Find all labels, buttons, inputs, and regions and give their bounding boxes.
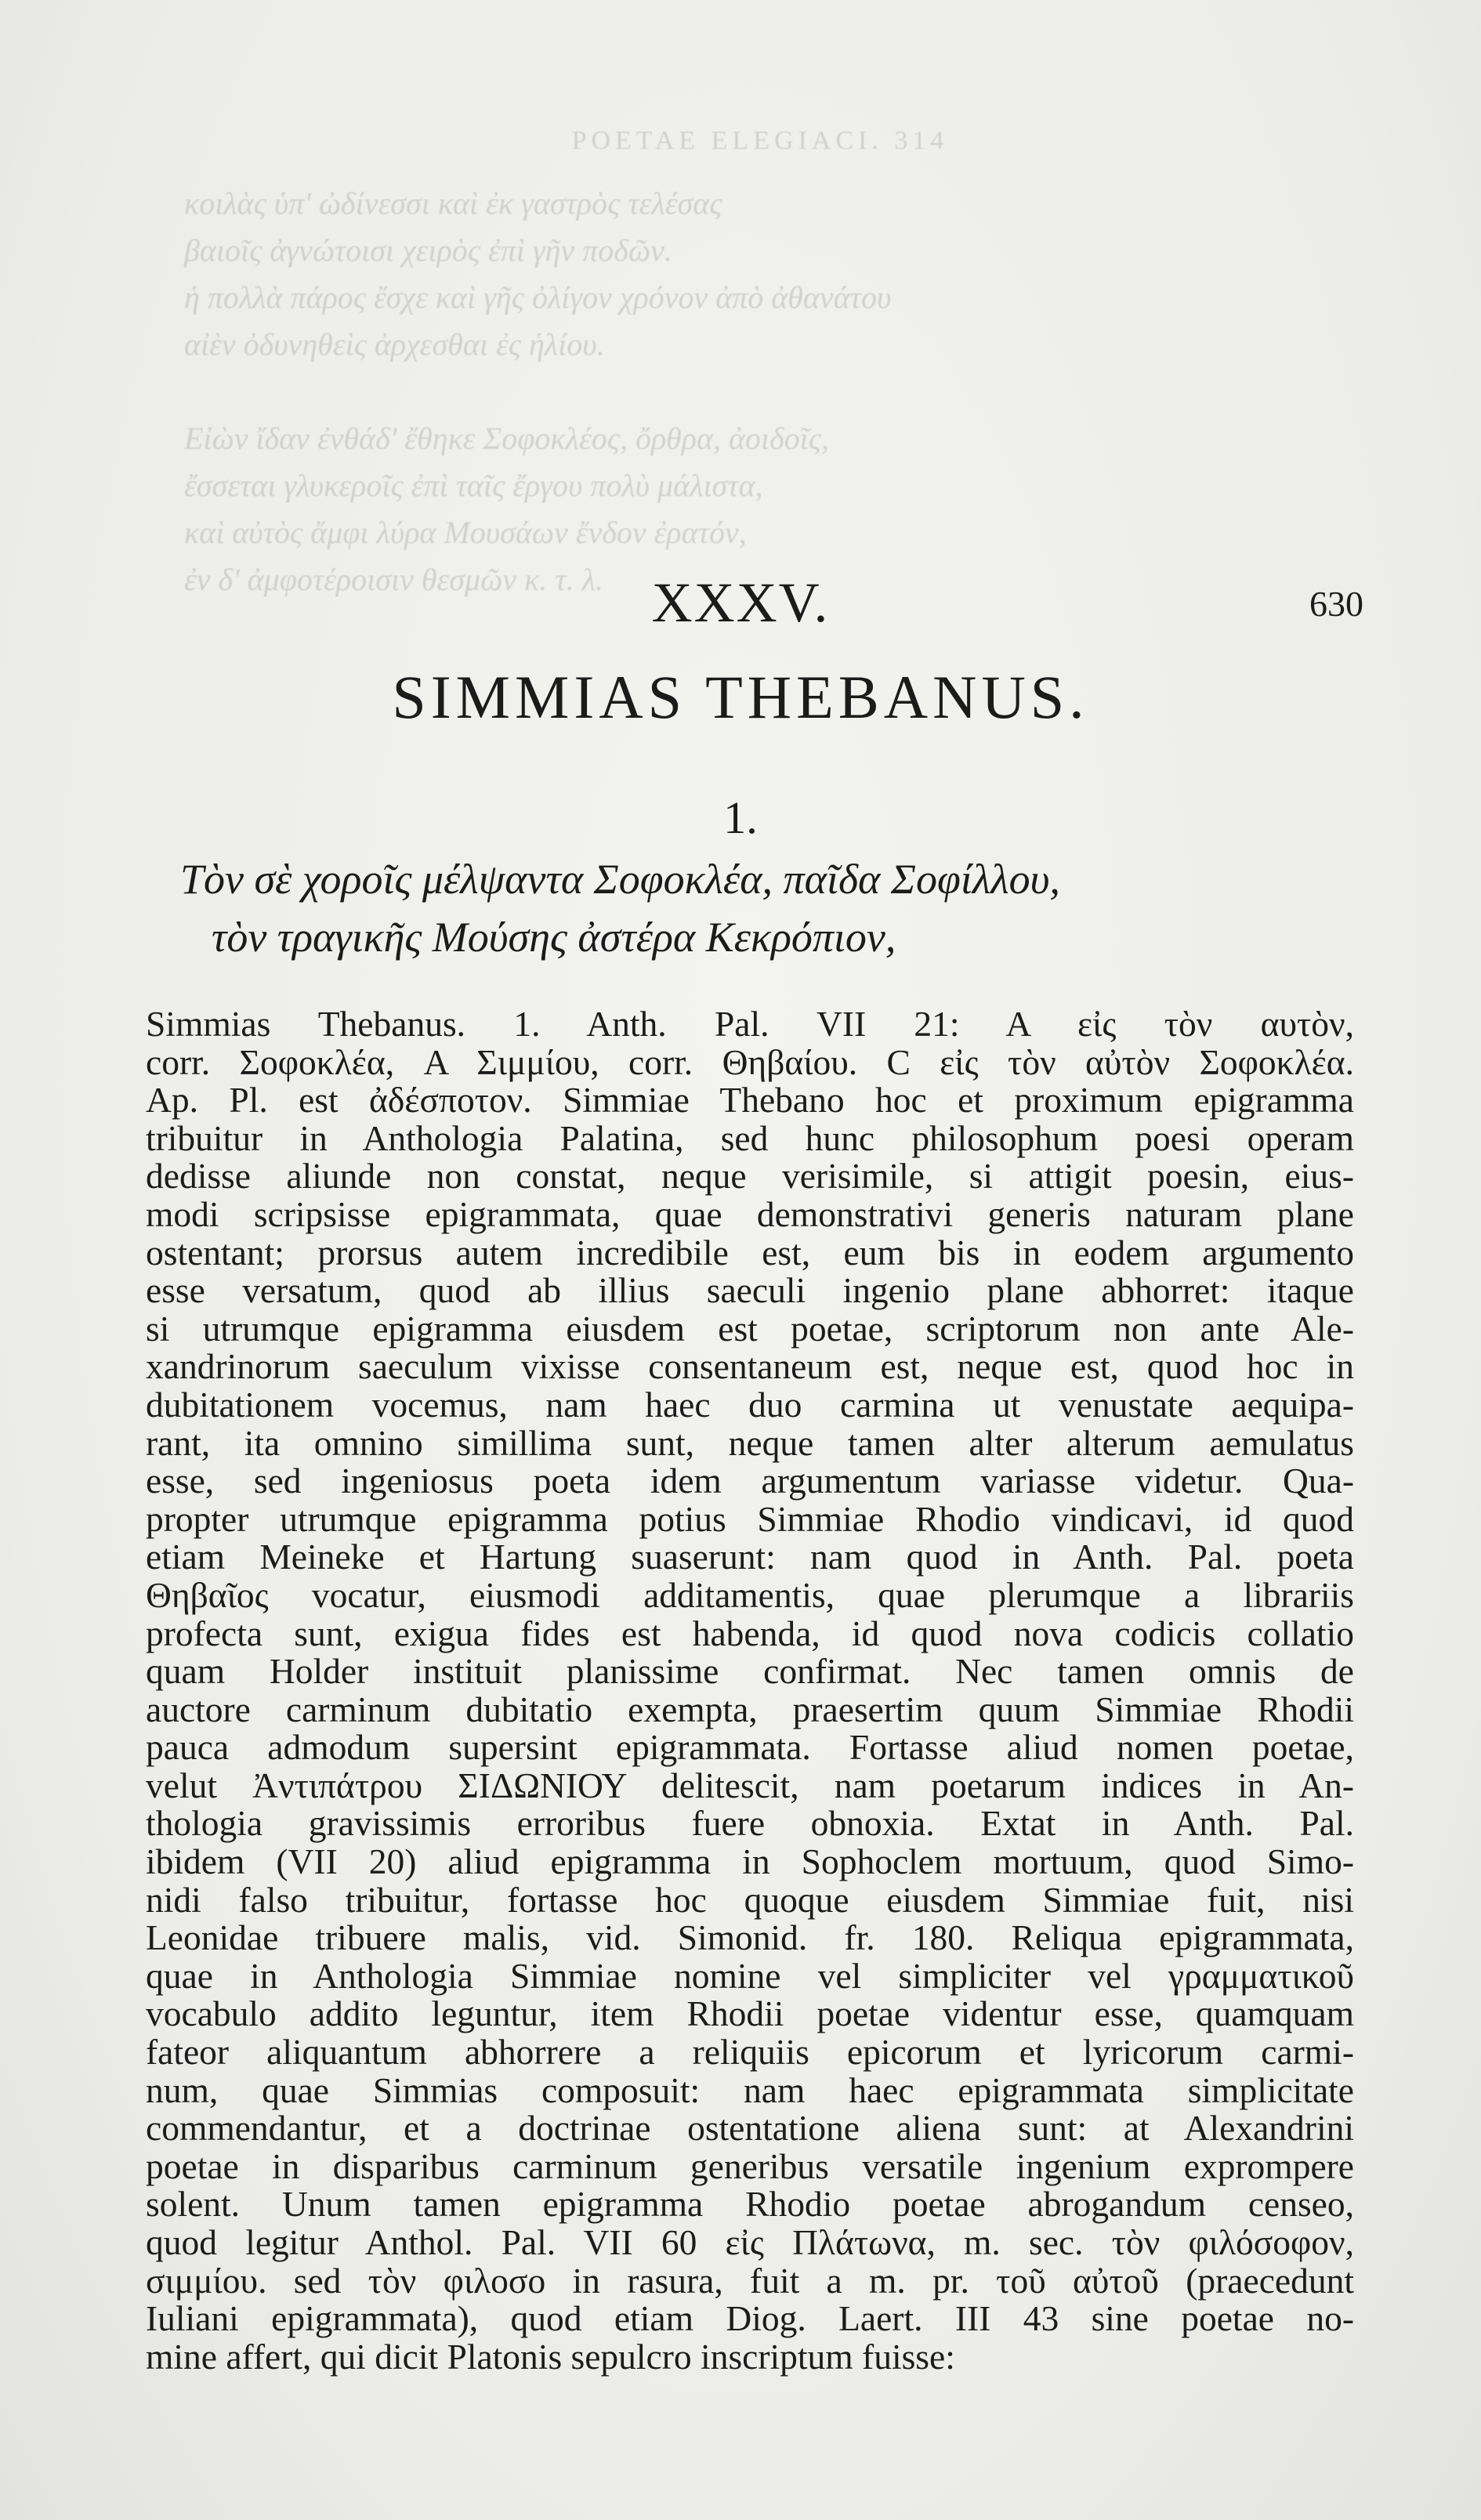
commentary-line: Ap. Pl. est ἀδέσποτον. Simmiae Thebano hoc et proximum epigramma [146,1080,1354,1121]
commentary-line: quae in Anthologia Simmiae nomine vel simpliciter vel γραμματικοῦ [146,1955,1354,1996]
commentary-line: poetae in disparibus carminum generibus versatile ingenium exprompere [146,2145,1354,2186]
bleed-line: κοιλὰς ὑπ' ὠδίνεσσι καὶ ἐκ γαστρὸς τελέσας [184,186,722,221]
commentary-line: quam Holder instituit planissime confirmat. Nec tamen omnis de [146,1651,1354,1692]
commentary-line: xandrinorum saeculum vixisse consentaneum est, neque est, quod hoc in [146,1346,1354,1387]
commentary-block [146,1005,1354,2376]
commentary-line: dubitationem vocemus, nam haec duo carmina ut venustate aequipa- [146,1384,1354,1425]
commentary-line: ostentant; prorsus autem incredibile est, eum bis in eodem argumento [146,1232,1354,1273]
commentary-line: nidi falso tribuitur, fortasse hoc quoque eiusdem Simmiae fuit, nisi [146,1879,1354,1920]
commentary-line: auctore carminum dubitatio exempta, praesertim quum Simmiae Rhodii [146,1689,1354,1729]
commentary-line: fateor aliquantum abhorrere a reliquiis epicorum et lyricorum carmi- [146,2032,1354,2073]
bleed-line: ἔσσεται γλυκεροῖς ἐπὶ ταῖς ἔργου πολὺ μάλιστα, [184,468,763,503]
author-heading: SIMMIAS THEBANUS. [392,663,1089,731]
bleed-running-header: POETAE ELEGIACI. 314 [571,126,949,155]
bleed-line: ἐν δ' ἀμφοτέροισιν θεσμῶν κ. τ. λ. [184,562,603,597]
section-header [0,570,1481,641]
commentary-line: mine affert, qui dicit Platonis sepulcro inscriptum fuisse: [146,2336,955,2377]
commentary-line: σιμμίου. sed τὸν φιλοσο in rasura, fuit a m. pr. τοῦ αὐτοῦ (praecedunt [146,2260,1354,2301]
commentary-line: esse versatum, quod ab illius saeculi ingenio plane abhorret: itaque [146,1270,1354,1311]
commentary-line: corr. Σοφοκλέα, A Σιμμίου, corr. Θηβαίου. C εἰς τὸν αὐτὸν Σοφοκλέα. [146,1041,1354,1082]
commentary-line: vocabulo addito leguntur, item Rhodii poetae videntur esse, quamquam [146,1993,1354,2034]
bleed-through-text [153,118,1367,603]
page-number: 630 [1309,584,1363,624]
verse-line: τὸν τραγικῆς Μούσης ἀστέρα Κεκρόπιον, [212,914,896,961]
commentary-line: dedisse aliunde non constat, neque verisimile, si attigit poesin, eius- [146,1156,1354,1197]
commentary-line: num, quae Simmias composuit: nam haec epigrammata simplicitate [146,2069,1354,2110]
commentary-line: pauca admodum supersint epigrammata. Fortasse aliud nomen poetae, [146,1727,1354,1768]
bleed-line: αἰὲν ὀδυνηθεὶς ἀρχεσθαι ἐς ἡλίου. [184,327,605,362]
commentary-line: Iuliani epigrammata), quod etiam Diog. Laert. III 43 sine poetae no- [146,2298,1354,2339]
commentary-line: ibidem (VII 20) aliud epigramma in Sophoclem mortuum, quod Simo- [146,1841,1354,1882]
commentary-line: thologia gravissimis erroribus fuere obnoxia. Extat in Anth. Pal. [146,1803,1354,1844]
commentary-line: propter utrumque epigramma potius Simmiae Rhodio vindicavi, id quod [146,1498,1354,1539]
commentary-line: velut Ἀντιπάτρου ΣΙΔΩΝΙΟΥ delitescit, nam poetarum indices in An- [146,1765,1354,1805]
commentary-line: Simmias Thebanus. 1. Anth. Pal. VII 21: A εἰς τὸν αυτὸν, [146,1004,1354,1044]
bleed-line: ἡ πολλὰ πάρος ἔσχε καὶ γῆς ὀλίγον χρόνον ἀπὸ ἀθανάτου [184,280,892,315]
commentary-line: esse, sed ingeniosus poeta idem argumentum variasse videtur. Qua- [146,1461,1354,1501]
commentary-line: solent. Unum tamen epigramma Rhodio poetae abrogandum censeo, [146,2184,1354,2225]
commentary-line: tribuitur in Anthologia Palatina, sed hunc philosophum poesi operam [146,1117,1354,1158]
commentary-line: Θηβαῖος vocatur, eiusmodi additamentis, quae plerumque a librariis [146,1574,1354,1615]
section-number: XXXV. [651,571,830,634]
commentary-line: Leonidae tribuere malis, vid. Simonid. fr. 180. Reliqua epigrammata, [146,1917,1354,1958]
verse-line: Τὸν σὲ χοροῖς μέλψαντα Σοφοκλέα, παῖδα Σοφίλλου, [180,856,1060,903]
bleed-line: βαιοῖς ἀγνώτοισι χειρὸς ἐπὶ γῆν ποδῶν. [184,233,672,268]
commentary-line: quod legitur Anthol. Pal. VII 60 εἰς Πλάτωνα, m. sec. τὸν φιλόσοφον, [146,2222,1354,2262]
epigram-number: 1. [723,792,758,843]
commentary-line: profecta sunt, exigua fides est habenda, id quod nova codicis collatio [146,1613,1354,1653]
commentary-line: rant, ita omnino simillima sunt, neque tamen alter alterum aemulatus [146,1422,1354,1463]
commentary-line: si utrumque epigramma eiusdem est poetae, scriptorum non ante Ale- [146,1308,1354,1349]
bleed-line: Εἰὼν ἴδαν ἐνθάδ' ἔθηκε Σοφοκλέος, ὄρθρα, ἀοιδοῖς, [184,421,830,456]
bleed-line: καὶ αὐτὸς ἄμφι λύρα Μουσάων ἔνδον ἐρατόν, [184,515,747,550]
commentary-line: etiam Meineke et Hartung suaserunt: nam quod in Anth. Pal. poeta [146,1537,1354,1577]
commentary-line: modi scripsisse epigrammata, quae demonstrativi generis naturam plane [146,1193,1354,1234]
greek-verse [180,850,1356,966]
commentary-line: commendantur, et a doctrinae ostentatione aliena sunt: at Alexandrini [146,2108,1354,2149]
